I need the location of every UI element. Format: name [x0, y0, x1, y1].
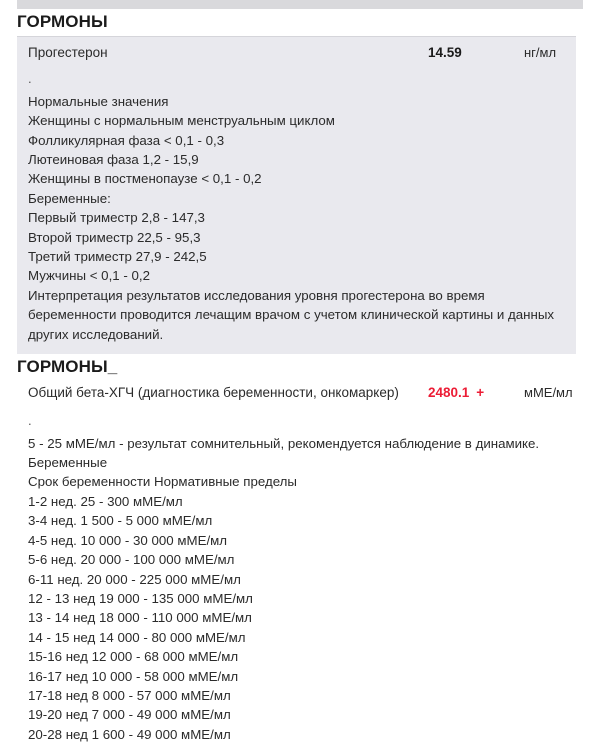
reference-line: 19-20 нед 7 000 - 49 000 мМЕ/мл — [28, 707, 231, 723]
reference-line: Интерпретация результатов исследования уровня прогестерона во время беременности проводится лечащим врачом с учетом клинической картины и данных других исследований. — [28, 287, 555, 342]
section-hormones-progesterone — [0, 9, 600, 354]
clipped-table-header — [17, 0, 583, 9]
reference-line: Первый триместр 2,8 - 147,3 — [28, 210, 205, 226]
reference-line: 5-6 нед. 20 000 - 100 000 мМЕ/мл — [28, 552, 235, 568]
analyte-name: Прогестерон — [28, 44, 108, 60]
reference-line: 16-17 нед 10 000 - 58 000 мМЕ/мл — [28, 668, 239, 684]
reference-line: Нормальные значения — [28, 93, 169, 109]
section-hormones-hcg — [0, 354, 600, 754]
reference-line: Лютеиновая фаза 1,2 - 15,9 — [28, 151, 199, 167]
lab-report-body — [0, 9, 600, 754]
section-title: ГОРМОНЫ — [0, 9, 600, 36]
reference-line: 1-2 нед. 25 - 300 мМЕ/мл — [28, 493, 183, 509]
reference-line: Второй триместр 22,5 - 95,3 — [28, 229, 201, 245]
result-flag-high: + — [476, 384, 485, 400]
reference-line: 15-16 нед 12 000 - 68 000 мМЕ/мл — [28, 649, 239, 665]
reference-line: Женщины с нормальным менструальным циклом — [28, 113, 335, 129]
reference-line: Беременные — [28, 455, 108, 471]
result-panel — [17, 381, 590, 754]
reference-line: . — [28, 70, 32, 86]
result-units: нг/мл — [524, 44, 557, 60]
reference-line: 13 - 14 нед 18 000 - 110 000 мМЕ/мл — [28, 610, 252, 626]
result-value — [428, 43, 524, 62]
reference-line: 6-11 нед. 20 000 - 225 000 мМЕ/мл — [28, 571, 241, 587]
reference-line: Женщины в постменопаузе < 0,1 - 0,2 — [28, 171, 262, 187]
analyte-name: Общий бета-ХГЧ (диагностика беременности, онкомаркер) — [28, 384, 399, 400]
reference-line: 14 - 15 нед 14 000 - 80 000 мМЕ/мл — [28, 629, 246, 645]
table-row[interactable] — [17, 36, 576, 66]
reference-line: . — [28, 412, 32, 428]
reference-line: 4-5 нед. 10 000 - 30 000 мМЕ/мл — [28, 532, 228, 548]
reference-line: 12 - 13 нед 19 000 - 135 000 мМЕ/мл — [28, 590, 253, 606]
result-value — [428, 383, 524, 402]
reference-line: 5 - 25 мМЕ/мл - результат сомнительный, рекомендуется наблюдение в динамике. — [28, 435, 540, 451]
reference-line: 20-28 нед 1 600 - 49 000 мМЕ/мл — [28, 726, 231, 742]
reference-line: Беременные: — [28, 190, 111, 206]
reference-line: Срок беременности Нормативные пределы — [28, 474, 297, 490]
reference-notes — [17, 66, 576, 354]
reference-notes — [17, 406, 590, 754]
reference-line: 17-18 нед 8 000 - 57 000 мМЕ/мл — [28, 687, 231, 703]
result-number: 2480.1 — [428, 384, 470, 400]
result-number: 14.59 — [428, 44, 462, 60]
reference-line: Фолликулярная фаза < 0,1 - 0,3 — [28, 132, 225, 148]
table-row[interactable] — [17, 381, 590, 406]
section-title: ГОРМОНЫ_ — [0, 354, 600, 381]
reference-line: 3-4 нед. 1 500 - 5 000 мМЕ/мл — [28, 513, 213, 529]
reference-line: Мужчины < 0,1 - 0,2 — [28, 268, 150, 284]
reference-line: Третий триместр 27,9 - 242,5 — [28, 248, 207, 264]
result-units: мМЕ/мл — [524, 384, 573, 400]
result-panel — [17, 36, 576, 354]
